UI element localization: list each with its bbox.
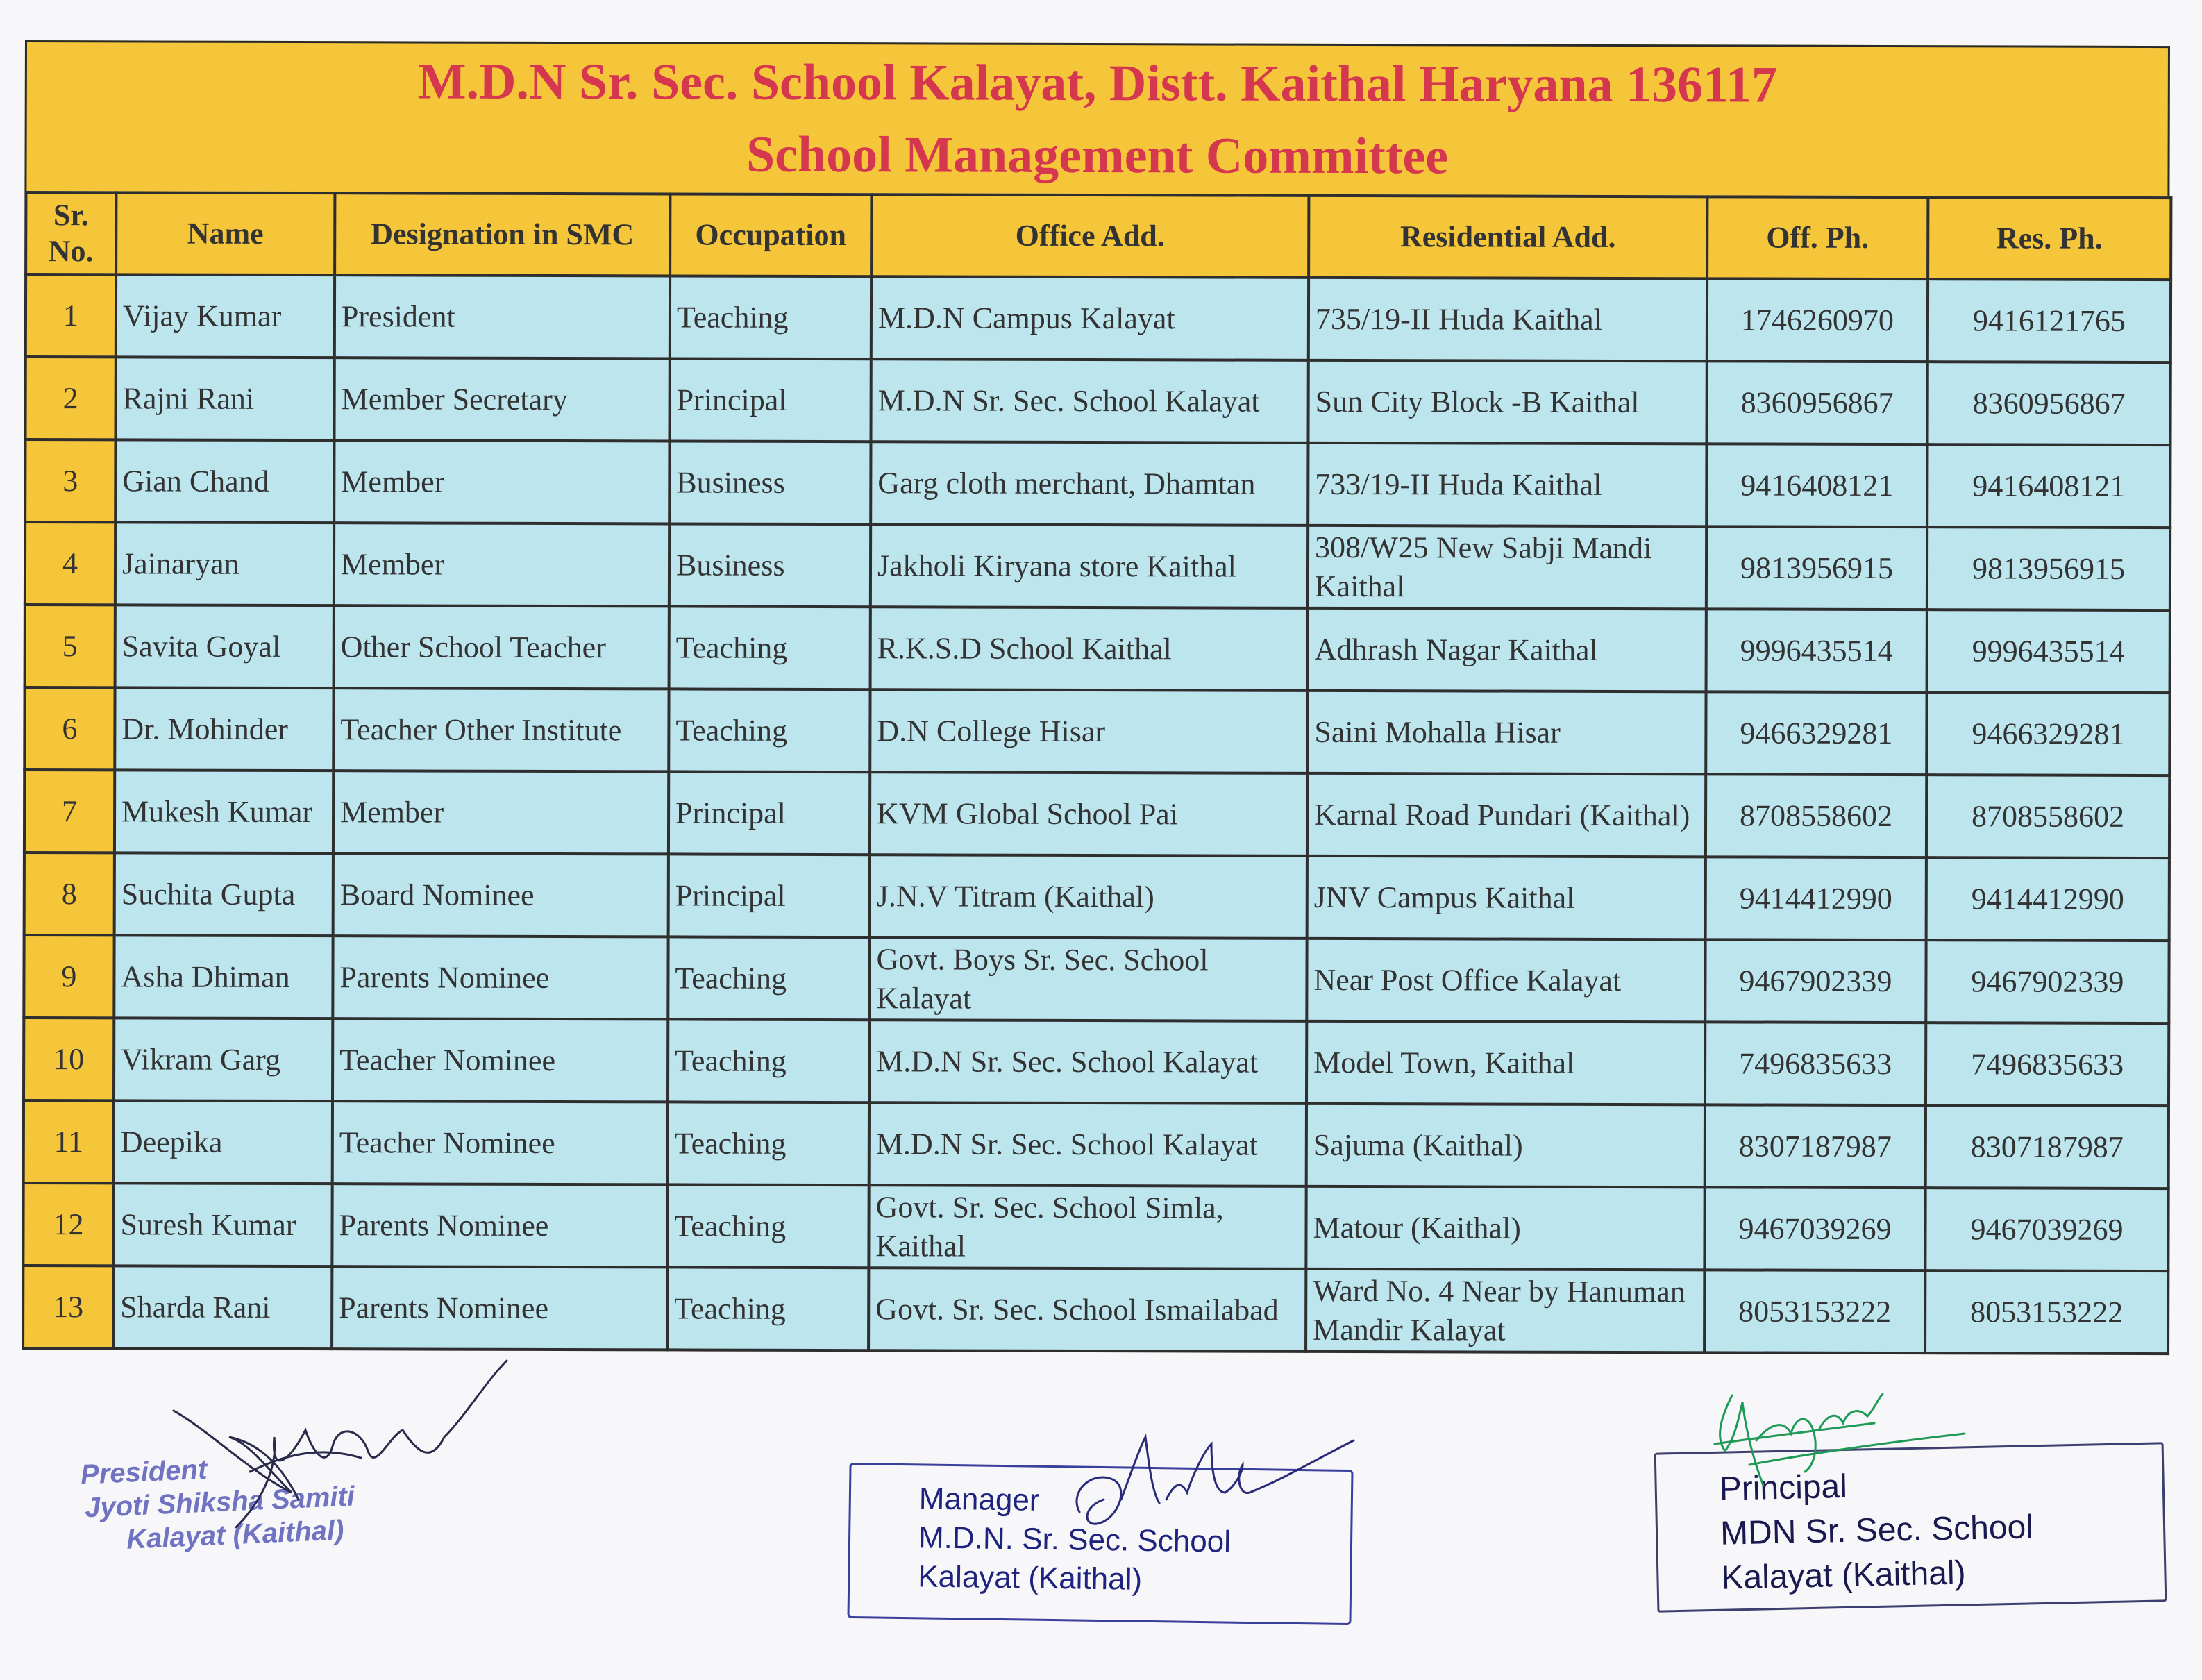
stamp-line: Kalayat (Kaithal) xyxy=(126,1515,345,1555)
stamp-line: MDN Sr. Sec. School xyxy=(1720,1509,2034,1552)
column-header: Res. Ph. xyxy=(1928,197,2171,280)
residence-phone-cell: 9996435514 xyxy=(1927,610,2170,693)
document-sheet xyxy=(22,40,2170,1355)
sr-cell: 1 xyxy=(26,274,116,357)
residential-address-cell: Adhrash Nagar Kaithal xyxy=(1308,608,1706,692)
residential-address-cell: Model Town, Kaithal xyxy=(1306,1021,1705,1105)
name-cell: Deepika xyxy=(114,1100,333,1184)
sr-cell: 7 xyxy=(24,770,115,852)
occupation-cell: Teaching xyxy=(668,936,869,1020)
office-address-cell: J.N.V Titram (Kaithal) xyxy=(870,855,1307,939)
table-row xyxy=(25,522,2170,610)
office-phone-cell: 8708558602 xyxy=(1706,774,1926,857)
residential-address-cell: Ward No. 4 Near by Hanuman Mandir Kalayat xyxy=(1306,1269,1704,1353)
name-cell: Sharda Rani xyxy=(113,1266,332,1349)
occupation-cell: Principal xyxy=(669,771,870,855)
occupation-cell: Business xyxy=(669,441,871,524)
stamp-line: Jyoti Shiksha Samiti xyxy=(84,1481,355,1524)
name-cell: Gian Chand xyxy=(115,439,334,523)
sr-cell: 3 xyxy=(25,439,115,522)
column-header: Sr. No. xyxy=(26,192,116,274)
designation-cell: Parents Nominee xyxy=(332,1184,667,1267)
office-phone-cell: 1746260970 xyxy=(1707,278,1928,362)
table-row xyxy=(24,687,2169,775)
office-address-cell: Govt. Sr. Sec. School Simla, Kaithal xyxy=(868,1185,1306,1269)
name-cell: Vijay Kumar xyxy=(116,274,335,358)
name-cell: Rajni Rani xyxy=(115,357,334,440)
residence-phone-cell: 9414412990 xyxy=(1926,857,2169,941)
residence-phone-cell: 8053153222 xyxy=(1925,1270,2168,1354)
residence-phone-cell: 8360956867 xyxy=(1927,362,2170,445)
occupation-cell: Teaching xyxy=(667,1267,868,1350)
occupation-cell: Principal xyxy=(669,358,871,442)
sr-cell: 5 xyxy=(25,605,115,687)
residential-address-cell: Sun City Block -B Kaithal xyxy=(1308,360,1706,444)
occupation-cell: Principal xyxy=(669,854,870,937)
residence-phone-cell: 9416408121 xyxy=(1927,444,2170,528)
residential-address-cell: Saini Mohalla Hisar xyxy=(1307,691,1706,775)
office-address-cell: Govt. Boys Sr. Sec. School Kalayat xyxy=(869,937,1306,1021)
office-address-cell: M.D.N Sr. Sec. School Kalayat xyxy=(869,1102,1306,1186)
office-phone-cell: 9414412990 xyxy=(1706,857,1926,940)
residential-address-cell: Karnal Road Pundari (Kaithal) xyxy=(1307,773,1706,857)
office-address-cell: R.K.S.D School Kaithal xyxy=(871,607,1308,691)
table-row xyxy=(25,605,2170,693)
stamp-title: Manager xyxy=(918,1481,1040,1518)
residence-phone-cell: 9467902339 xyxy=(1926,940,2169,1023)
column-header: Office Add. xyxy=(871,194,1309,278)
designation-cell: Parents Nominee xyxy=(332,1266,667,1350)
sr-cell: 10 xyxy=(24,1018,114,1100)
office-address-cell: KVM Global School Pai xyxy=(870,772,1307,856)
table-row xyxy=(24,1100,2169,1188)
table-row xyxy=(24,770,2169,858)
residence-phone-cell: 8307187987 xyxy=(1926,1105,2169,1188)
sr-cell: 12 xyxy=(23,1183,113,1266)
office-phone-cell: 9996435514 xyxy=(1706,609,1927,692)
name-cell: Dr. Mohinder xyxy=(115,687,333,771)
occupation-cell: Teaching xyxy=(669,689,870,772)
sr-cell: 9 xyxy=(24,935,114,1018)
office-address-cell: M.D.N Campus Kalayat xyxy=(871,276,1309,360)
residential-address-cell: Matour (Kaithal) xyxy=(1306,1186,1704,1270)
office-phone-cell: 8307187987 xyxy=(1705,1104,1926,1188)
residential-address-cell: 735/19-II Huda Kaithal xyxy=(1309,278,1707,362)
designation-cell: Member Secretary xyxy=(334,358,669,441)
stamp-title: Principal xyxy=(1719,1468,1848,1508)
table-row xyxy=(26,274,2171,362)
name-cell: Suchita Gupta xyxy=(115,852,333,936)
residential-address-cell: JNV Campus Kaithal xyxy=(1307,856,1706,940)
sr-cell: 6 xyxy=(24,687,115,770)
office-phone-cell: 9466329281 xyxy=(1706,691,1926,775)
name-cell: Mukesh Kumar xyxy=(115,770,333,853)
stamp-title: President xyxy=(80,1454,208,1490)
occupation-cell: Teaching xyxy=(667,1184,868,1268)
residence-phone-cell: 9467039269 xyxy=(1925,1188,2168,1271)
table-row xyxy=(24,1018,2169,1106)
stamp-line: Kalayat (Kaithal) xyxy=(1720,1554,1967,1597)
principal-stamp xyxy=(1654,1442,2167,1612)
residence-phone-cell: 9466329281 xyxy=(1926,692,2169,775)
designation-cell: Member xyxy=(334,523,669,606)
office-phone-cell: 9467902339 xyxy=(1705,939,1926,1023)
column-header: Occupation xyxy=(670,194,871,276)
table-row xyxy=(23,1266,2168,1354)
sr-cell: 11 xyxy=(24,1100,114,1183)
table-row xyxy=(25,439,2170,528)
residence-phone-cell: 7496835633 xyxy=(1926,1023,2169,1106)
committee-table xyxy=(22,191,2172,1355)
name-cell: Savita Goyal xyxy=(115,605,334,688)
occupation-cell: Business xyxy=(669,523,871,607)
office-phone-cell: 7496835633 xyxy=(1705,1022,1926,1105)
column-header: Residential Add. xyxy=(1309,196,1707,279)
office-phone-cell: 9813956915 xyxy=(1706,526,1927,610)
residential-address-cell: 733/19-II Huda Kaithal xyxy=(1308,443,1706,527)
table-body xyxy=(23,274,2171,1354)
office-address-cell: Jakholi Kiryana store Kaithal xyxy=(871,524,1308,608)
stamp-line: Kalayat (Kaithal) xyxy=(917,1559,1143,1597)
occupation-cell: Teaching xyxy=(668,1102,869,1185)
residence-phone-cell: 8708558602 xyxy=(1926,775,2169,858)
designation-cell: Other School Teacher xyxy=(334,605,669,689)
table-row xyxy=(25,357,2170,445)
column-header: Designation in SMC xyxy=(335,193,670,276)
designation-cell: Member xyxy=(334,440,669,523)
residence-phone-cell: 9416121765 xyxy=(1928,279,2171,362)
table-row xyxy=(23,1183,2168,1271)
designation-cell: Teacher Nominee xyxy=(333,1101,668,1184)
designation-cell: Teacher Nominee xyxy=(333,1018,668,1102)
designation-cell: President xyxy=(335,275,670,358)
office-address-cell: Garg cloth merchant, Dhamtan xyxy=(871,442,1308,526)
name-cell: Asha Dhiman xyxy=(114,935,333,1018)
sr-cell: 8 xyxy=(24,852,115,935)
designation-cell: Member xyxy=(333,771,669,854)
sr-cell: 2 xyxy=(25,357,115,439)
name-cell: Jainaryan xyxy=(115,522,334,605)
office-phone-cell: 9467039269 xyxy=(1704,1187,1925,1270)
title-banner xyxy=(24,40,2170,196)
residential-address-cell: Sajuma (Kaithal) xyxy=(1306,1104,1705,1188)
office-phone-cell: 8360956867 xyxy=(1706,361,1927,444)
name-cell: Vikram Garg xyxy=(114,1018,333,1101)
residential-address-cell: Near Post Office Kalayat xyxy=(1306,939,1705,1023)
office-address-cell: Govt. Sr. Sec. School Ismailabad xyxy=(868,1268,1306,1352)
sr-cell: 4 xyxy=(25,522,115,605)
designation-cell: Board Nominee xyxy=(333,853,669,936)
designation-cell: Parents Nominee xyxy=(333,936,668,1019)
office-phone-cell: 9416408121 xyxy=(1706,444,1927,527)
name-cell: Suresh Kumar xyxy=(113,1183,332,1266)
table-row xyxy=(24,852,2169,941)
occupation-cell: Teaching xyxy=(670,276,871,359)
designation-cell: Teacher Other Institute xyxy=(333,688,669,771)
manager-stamp xyxy=(847,1463,1353,1625)
header-row xyxy=(26,192,2171,280)
office-address-cell: M.D.N Sr. Sec. School Kalayat xyxy=(869,1020,1306,1104)
office-address-cell: D.N College Hisar xyxy=(870,689,1307,773)
sr-cell: 13 xyxy=(23,1266,113,1348)
occupation-cell: Teaching xyxy=(669,606,871,689)
office-address-cell: M.D.N Sr. Sec. School Kalayat xyxy=(871,359,1308,443)
school-title: M.D.N Sr. Sec. School Kalayat, Distt. Kaithal Haryana 136117 xyxy=(417,53,1778,114)
occupation-cell: Teaching xyxy=(668,1019,869,1102)
president-stamp xyxy=(80,1446,357,1558)
stamp-line: M.D.N. Sr. Sec. School xyxy=(918,1520,1232,1559)
residential-address-cell: 308/W25 New Sabji Mandi Kaithal xyxy=(1308,526,1706,610)
column-header: Off. Ph. xyxy=(1707,196,1928,279)
office-phone-cell: 8053153222 xyxy=(1704,1270,1925,1353)
residence-phone-cell: 9813956915 xyxy=(1927,527,2170,610)
committee-title: School Management Committee xyxy=(746,126,1449,185)
table-row xyxy=(24,935,2169,1023)
column-header: Name xyxy=(116,192,335,275)
